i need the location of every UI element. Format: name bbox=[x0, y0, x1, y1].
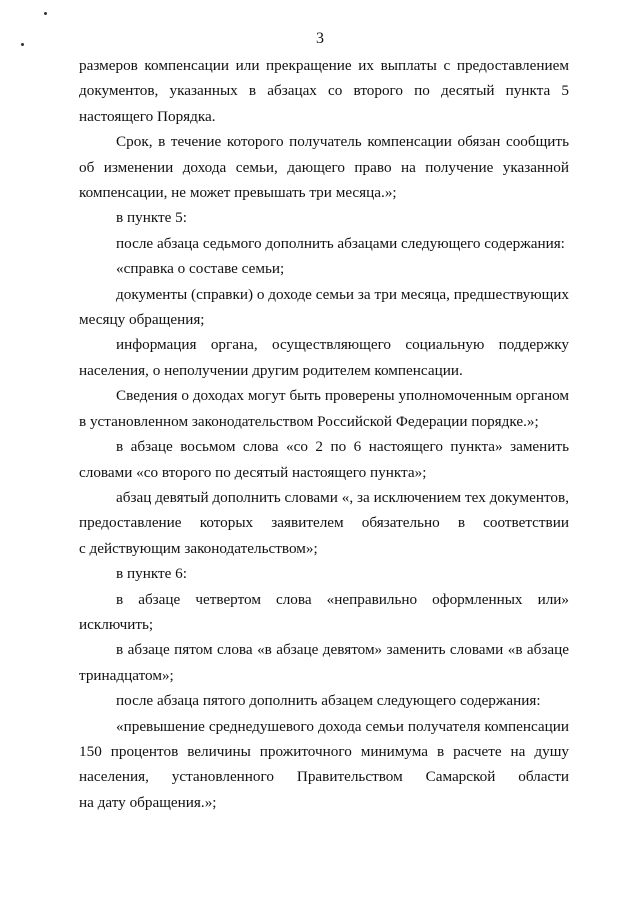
paragraph-line: «превышение среднедушевого дохода семьи получателя компенсации bbox=[116, 717, 569, 735]
paragraph-line: в абзаце пятом слова «в абзаце девятом» заменить словами «в абзаце bbox=[116, 641, 569, 659]
paragraph-line: с действующим законодательством»; bbox=[79, 539, 318, 557]
paragraph-line: после абзаца пятого дополнить абзацем следующего содержания: bbox=[116, 692, 541, 710]
paragraph-line: месяцу обращения; bbox=[79, 311, 205, 329]
paragraph-line: в пункте 5: bbox=[116, 209, 187, 227]
paragraph-line: об изменении дохода семьи, дающего право на получение указанной bbox=[79, 158, 569, 176]
scan-speck bbox=[44, 12, 47, 15]
paragraph-line: Срок, в течение которого получатель компенсации обязан сообщить bbox=[116, 133, 569, 151]
paragraph-line: 150 процентов величины прожиточного минимума в расчете на душу bbox=[79, 742, 569, 760]
paragraph-line: в абзаце восьмом слова «со 2 по 6 настоящего пункта» заменить bbox=[116, 438, 569, 456]
paragraph-line: предоставление которых заявителем обязательно в соответствии bbox=[79, 514, 569, 532]
paragraph-line: абзац девятый дополнить словами «, за исключением тех документов, bbox=[116, 488, 569, 506]
paragraph-line: «справка о составе семьи; bbox=[116, 260, 285, 278]
paragraph-line: документов, указанных в абзацах со второго по десятый пункта 5 bbox=[79, 82, 569, 100]
paragraph-line: настоящего Порядка. bbox=[79, 107, 216, 125]
paragraph-line: тринадцатом»; bbox=[79, 666, 174, 684]
paragraph-line: словами «со второго по десятый настоящего пункта»; bbox=[79, 463, 427, 481]
paragraph-line: в установленном законодательством Российской Федерации порядке.»; bbox=[79, 412, 539, 430]
paragraph-line: компенсации, не может превышать три месяца.»; bbox=[79, 184, 397, 202]
page-number: 3 bbox=[316, 30, 324, 47]
paragraph-line: населения, установленного Правительством Самарской области bbox=[79, 768, 569, 786]
paragraph-line: информация органа, осуществляющего социальную поддержку bbox=[116, 336, 569, 354]
paragraph-line: после абзаца седьмого дополнить абзацами следующего содержания: bbox=[116, 234, 565, 252]
paragraph-line: документы (справки) о доходе семьи за три месяца, предшествующих bbox=[116, 285, 569, 303]
paragraph-line: населения, о неполучении другим родителем компенсации. bbox=[79, 361, 463, 379]
paragraph-line: на дату обращения.»; bbox=[79, 793, 217, 811]
paragraph-line: исключить; bbox=[79, 615, 154, 633]
paragraph-line: в абзаце четвертом слова «неправильно оформленных или» bbox=[116, 590, 569, 608]
paragraph-line: Сведения о доходах могут быть проверены уполномоченным органом bbox=[116, 387, 569, 405]
paragraph-line: в пункте 6: bbox=[116, 565, 187, 583]
document-body bbox=[79, 53, 569, 815]
paragraph-line: размеров компенсации или прекращение их выплаты с предоставлением bbox=[79, 57, 569, 74]
